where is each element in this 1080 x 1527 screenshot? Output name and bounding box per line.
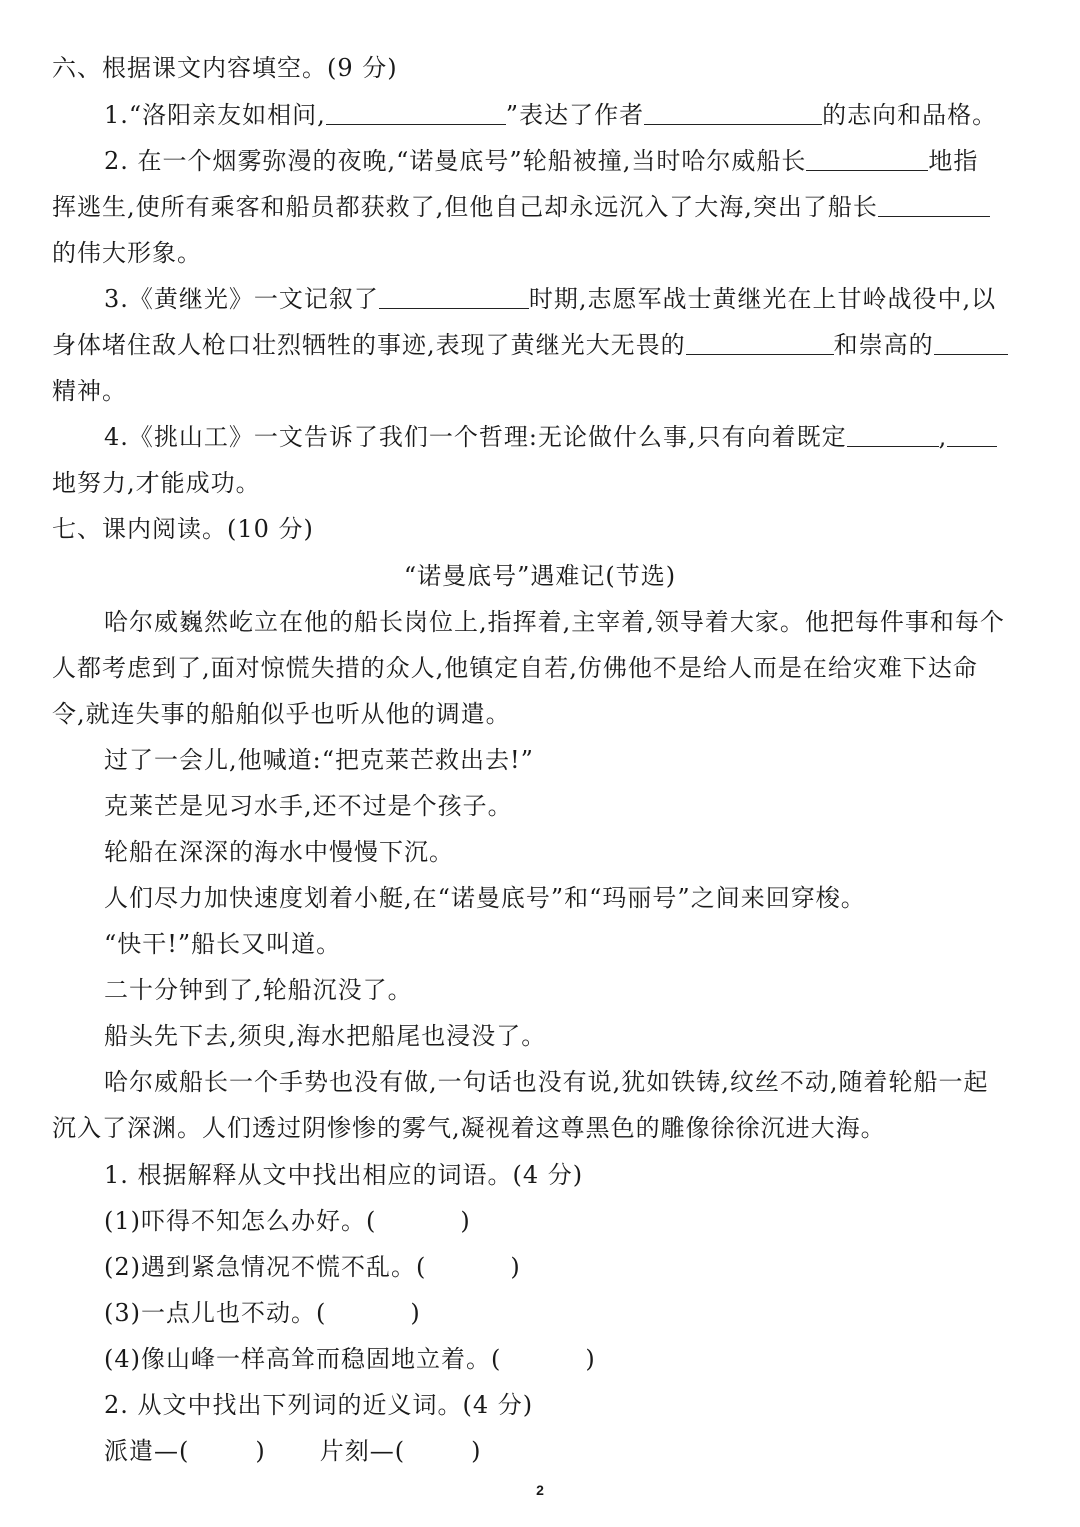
answer-blank[interactable] — [686, 332, 834, 355]
passage-title: “诺曼底号”遇难记(节选) — [403, 562, 677, 590]
passage-line: 克莱芒是见习水手,还不过是个孩子。 — [104, 792, 513, 820]
question-6-4-line-2: 地努力,才能成功。 — [52, 469, 261, 497]
passage-line: 令,就连失事的船舶似乎也听从他的调遣。 — [52, 700, 511, 728]
passage-line: 船头先下去,须臾,海水把船尾也浸没了。 — [104, 1022, 547, 1050]
question-6-3-line-1: 3.《黄继光》一文记叙了 时期,志愿军战士黄继光在上甘岭战役中,以 — [104, 285, 997, 313]
question-6-4-line-1: 4.《挑山工》一文告诉了我们一个哲理:无论做什么事,只有向着既定 , — [104, 421, 1032, 453]
question-7-1-item: (3)一点儿也不动。( ) — [104, 1299, 421, 1327]
answer-blank[interactable] — [934, 332, 1008, 355]
question-7-1-item: (2)遇到紧急情况不慌不乱。( ) — [104, 1253, 521, 1281]
section-6-heading: 六、根据课文内容填空。(9 分) — [52, 54, 398, 82]
answer-blank[interactable] — [644, 102, 822, 125]
question-7-2-title: 2. 从文中找出下列词的近义词。(4 分) — [104, 1391, 534, 1419]
passage-line: 沉入了深渊。人们透过阴惨惨的雾气,凝视着这尊黑色的雕像徐徐沉进大海。 — [52, 1114, 886, 1142]
question-7-1-title: 1. 根据解释从文中找出相应的词语。(4 分) — [104, 1161, 584, 1189]
passage-line: “快干!”船长又叫道。 — [104, 930, 342, 958]
passage-line: 哈尔威船长一个手势也没有做,一句话也没有说,犹如铁铸,纹丝不动,随着轮船一起 — [104, 1068, 989, 1096]
section-7-heading: 七、课内阅读。(10 分) — [52, 515, 314, 543]
question-6-1: 1.“洛阳亲友如相问, ”表达了作者 的志向和品格。 — [104, 101, 998, 129]
answer-blank[interactable] — [847, 424, 939, 447]
question-6-2-line-3: 的伟大形象。 — [52, 239, 202, 267]
passage-line: 人都考虑到了,面对惊慌失措的众人,他镇定自若,仿佛他不是给人而是在给灾难下达命 — [52, 654, 978, 682]
passage-line: 二十分钟到了,轮船沉没了。 — [104, 976, 413, 1004]
passage-line: 轮船在深深的海水中慢慢下沉。 — [104, 838, 454, 866]
answer-blank[interactable] — [326, 102, 506, 125]
question-6-2-line-2: 挥逃生,使所有乘客和船员都获救了,但他自己却永远沉入了大海,突出了船长 — [52, 191, 1032, 223]
answer-blank[interactable] — [878, 194, 990, 217]
answer-blank[interactable] — [806, 148, 928, 171]
question-7-1-item: (1)吓得不知怎么办好。( ) — [104, 1207, 471, 1235]
passage-line: 哈尔威巍然屹立在他的船长岗位上,指挥着,主宰着,领导着大家。他把每件事和每个 — [104, 608, 1005, 636]
question-7-2-items: 派遣—( ) 片刻—( ) — [104, 1437, 482, 1465]
answer-blank[interactable] — [947, 424, 997, 447]
question-7-1-item: (4)像山峰一样高耸而稳固地立着。( ) — [104, 1345, 596, 1373]
question-6-3-line-3: 精神。 — [52, 377, 127, 405]
passage-line: 人们尽力加快速度划着小艇,在“诺曼底号”和“玛丽号”之间来回穿梭。 — [104, 884, 866, 912]
passage-line: 过了一会儿,他喊道:“把克莱芒救出去!” — [104, 746, 534, 774]
answer-blank[interactable] — [379, 286, 529, 309]
page-number: 2 — [536, 1482, 544, 1498]
question-6-3-line-2: 身体堵住敌人枪口壮烈牺牲的事迹,表现了黄继光大无畏的 和崇高的 — [52, 329, 1032, 361]
question-6-2-line-1: 2. 在一个烟雾弥漫的夜晚,“诺曼底号”轮船被撞,当时哈尔威船长 地指 — [104, 147, 979, 175]
